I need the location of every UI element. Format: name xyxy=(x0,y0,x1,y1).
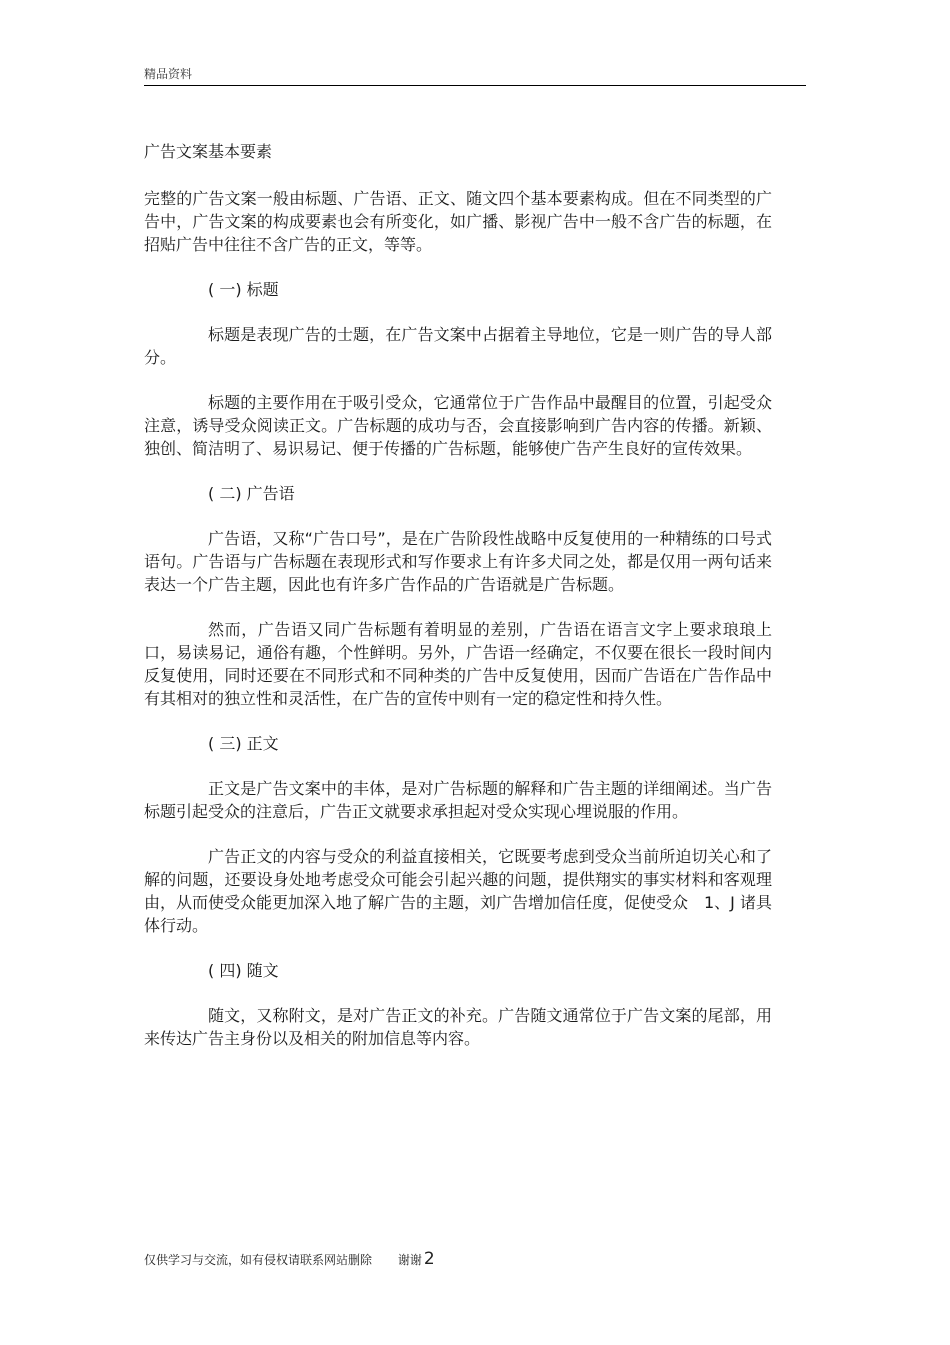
section-title xyxy=(144,278,772,460)
section-heading: ( 三) 正文 xyxy=(208,734,279,753)
footer-thanks: 谢谢 xyxy=(397,1253,422,1267)
document-title: 广告文案基本要素 xyxy=(144,142,273,161)
section-body-text xyxy=(144,732,772,937)
section-heading: ( 二) 广告语 xyxy=(208,484,295,503)
page-number: 2 xyxy=(423,1249,435,1269)
header-divider xyxy=(144,85,806,86)
section-slogan xyxy=(144,482,772,710)
paragraph: 广告语，又称“广告口号”，是在广告阶段性战略中反复使用的一种精练的口号式语句。广告语与广告标题在表现形式和写作要求上有许多犬同之处，都是仅用一两句话来表达一个广告主题，因此也有许多广告作品的广告语就是广告标题。 xyxy=(144,529,772,594)
paragraph: 标题是表现广告的士题，在广告文案中占据着主导地位，它是一则广告的导人部分。 xyxy=(144,325,772,367)
paragraph: 然而，广告语又同广告标题有着明显的差别，广告语在语言文字上要求琅琅上口，易读易记，通俗有趣，个性鲜明。另外，广告语一经确定，不仅要在很长一段时间内反复使用，同时还要在不同形式和不同种类的广告中反复使用，因而广告语在广告作品中有其相对的独立性和灵活性，在广告的宣传中则有一定的稳定性和持久性。 xyxy=(144,620,772,708)
paragraph: 正文是广告文案中的丰体，是对广告标题的解释和广告主题的详细阐述。当广告标题引起受众的注意后，广告正文就要求承担起对受众实现心埋说服的作用。 xyxy=(144,779,772,821)
section-appendix xyxy=(144,959,772,1050)
document-body xyxy=(144,140,772,1072)
section-heading: ( 一) 标题 xyxy=(208,280,279,299)
intro-paragraph: 完整的广告文案一般由标题、广告语、正文、随文四个基本要素构成。但在不同类型的广告中，广告文案的构成要素也会有所变化，如广播、影视广告中一般不含广告的标题，在招贴广告中往往不含广告的正文，等等。 xyxy=(144,189,772,254)
header-label: 精品资料 xyxy=(144,67,193,81)
paragraph: 标题的主要作用在于吸引受众，它通常位于广告作品中最醒目的位置，引起受众注意，诱导受众阅读正文。广告标题的成功与否，会直接影响到广告内容的传播。新颖、独创、简洁明了、易识易记、便于传播的广告标题，能够使广告产生良好的宣传效果。 xyxy=(144,393,772,458)
section-heading: ( 四) 随文 xyxy=(208,961,279,980)
paragraph: 广告正文的内容与受众的利益直接相关，它既要考虑到受众当前所迫切关心和了解的问题，还要设身处地考虑受众可能会引起兴趣的问题，提供翔实的事实材料和客观理由，从而使受众能更加深入地了解广告的主题，刘广告增加信任度，促使受众 1、J 诸具体行动。 xyxy=(144,847,772,935)
footer xyxy=(144,1250,435,1269)
paragraph: 随文，又称附文，是对广告正文的补充。广告随文通常位于广告文案的尾部，用来传达广告主身份以及相关的附加信息等内容。 xyxy=(144,1006,772,1048)
footer-notice: 仅供学习与交流，如有侵权请联系网站删除 xyxy=(144,1253,373,1267)
